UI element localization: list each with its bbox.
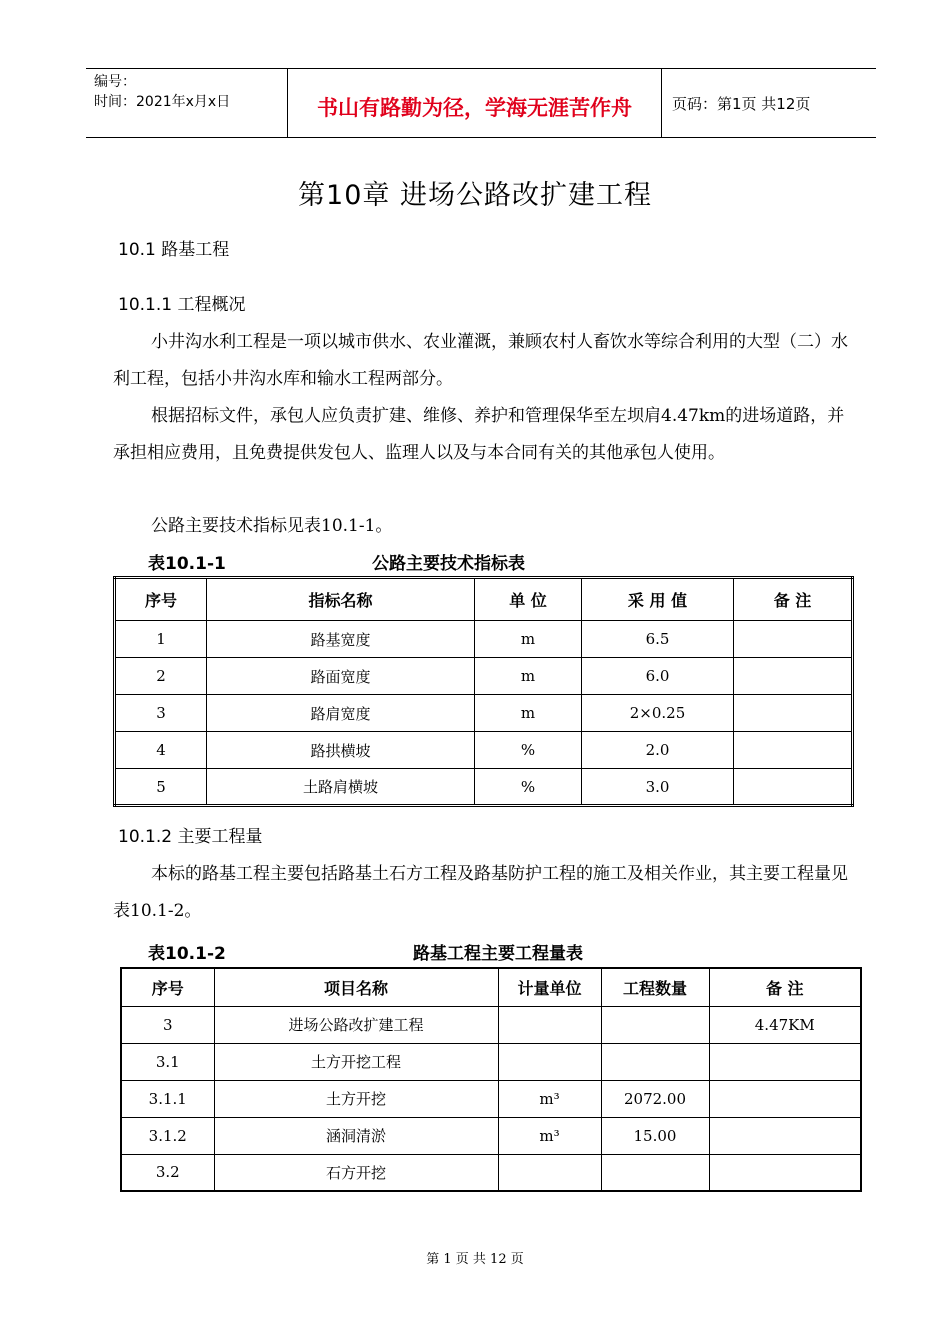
table-row — [121, 1154, 861, 1191]
column-header: 序号 — [115, 578, 207, 621]
table-cell: 3.1.1 — [121, 1080, 214, 1117]
column-header: 计量单位 — [498, 968, 601, 1006]
column-header: 采 用 值 — [582, 578, 734, 621]
table-cell — [734, 621, 853, 658]
table-cell: 进场公路改扩建工程 — [214, 1006, 498, 1043]
table-cell: 2 — [115, 658, 207, 695]
paragraph-overview: 小井沟水利工程是一项以城市供水、农业灌溉，兼顾农村人畜饮水等综合利用的大型（二）水利工程，包括小井沟水库和输水工程两部分。 — [113, 332, 848, 389]
table-row — [115, 732, 853, 769]
table-cell — [498, 1154, 601, 1191]
table-cell: m³ — [498, 1080, 601, 1117]
table-cell: 4 — [115, 732, 207, 769]
table-cell: 土路肩横坡 — [207, 769, 475, 806]
paragraph-quantities: 本标的路基工程主要包括路基土石方工程及路基防护工程的施工及相关作业，其主要工程量见表10.1-2。 — [113, 864, 848, 921]
table-cell: 3 — [121, 1006, 214, 1043]
table-cell: % — [475, 732, 582, 769]
table-row — [121, 1080, 861, 1117]
header-number-label: 编号： — [94, 74, 136, 90]
table-cell — [601, 1154, 709, 1191]
table-cell: 路肩宽度 — [207, 695, 475, 732]
table-cell: 路拱横坡 — [207, 732, 475, 769]
table-cell — [734, 695, 853, 732]
table-row — [115, 621, 853, 658]
table-cell: m — [475, 695, 582, 732]
section-heading-10-1-1: 10.1.1 工程概况 — [118, 295, 246, 315]
table-cell: 土方开挖工程 — [214, 1043, 498, 1080]
table-row — [121, 1006, 861, 1043]
table-cell — [709, 1043, 861, 1080]
table-cell: 路面宽度 — [207, 658, 475, 695]
page-header — [86, 68, 876, 138]
table-cell — [709, 1080, 861, 1117]
table-cell: m — [475, 621, 582, 658]
table1-caption-title: 公路主要技术指标表 — [372, 554, 525, 574]
table-row — [115, 695, 853, 732]
column-header: 单 位 — [475, 578, 582, 621]
table-cell: 6.0 — [582, 658, 734, 695]
table-cell: 2.0 — [582, 732, 734, 769]
column-header: 指标名称 — [207, 578, 475, 621]
table-cell: m — [475, 658, 582, 695]
table-cell: m³ — [498, 1117, 601, 1154]
table-cell — [601, 1043, 709, 1080]
table-cell — [734, 732, 853, 769]
column-header: 序号 — [121, 968, 214, 1006]
section-heading-10-1: 10.1 路基工程 — [118, 240, 230, 260]
table-cell: 路基宽度 — [207, 621, 475, 658]
table-cell — [709, 1154, 861, 1191]
table-cell: 5 — [115, 769, 207, 806]
table-cell: 15.00 — [601, 1117, 709, 1154]
table-cell: 4.47KM — [709, 1006, 861, 1043]
column-header: 备 注 — [709, 968, 861, 1006]
table-cell: 2×0.25 — [582, 695, 734, 732]
technical-indicators-table — [113, 576, 854, 807]
chapter-title: 第10章 进场公路改扩建工程 — [298, 180, 652, 211]
table-cell — [734, 658, 853, 695]
table-row — [121, 1043, 861, 1080]
table-cell: 3.1.2 — [121, 1117, 214, 1154]
column-header: 项目名称 — [214, 968, 498, 1006]
work-quantities-table — [120, 967, 862, 1192]
table-cell: 涵洞清淤 — [214, 1117, 498, 1154]
table-cell — [734, 769, 853, 806]
table-cell — [498, 1043, 601, 1080]
table-header-row — [115, 578, 853, 621]
table-row — [115, 658, 853, 695]
column-header: 备 注 — [734, 578, 853, 621]
table-cell: 6.5 — [582, 621, 734, 658]
table-cell: 石方开挖 — [214, 1154, 498, 1191]
page-footer: 第 1 页 共 12 页 — [426, 1252, 524, 1267]
table-header-row — [121, 968, 861, 1006]
table-row — [121, 1117, 861, 1154]
table1-caption-number: 表10.1-1 — [148, 554, 226, 574]
header-time-label: 时间：2021年x月x日 — [94, 94, 231, 110]
table-cell: 3.1 — [121, 1043, 214, 1080]
table2-caption-number: 表10.1-2 — [148, 944, 226, 964]
paragraph-scope: 根据招标文件，承包人应负责扩建、维修、养护和管理保华至左坝肩4.47km的进场道路，并承担相应费用，且免费提供发包人、监理人以及与本合同有关的其他承包人使用。 — [113, 406, 845, 463]
table-cell: % — [475, 769, 582, 806]
table-cell: 3 — [115, 695, 207, 732]
table2-caption-title: 路基工程主要工程量表 — [413, 944, 583, 964]
column-header: 工程数量 — [601, 968, 709, 1006]
table-cell: 土方开挖 — [214, 1080, 498, 1117]
header-motto: 书山有路勤为径，学海无涯苦作舟 — [288, 69, 662, 137]
table-cell — [601, 1006, 709, 1043]
table-cell — [498, 1006, 601, 1043]
header-meta — [86, 69, 288, 137]
table-cell — [709, 1117, 861, 1154]
table-cell: 1 — [115, 621, 207, 658]
table-cell: 2072.00 — [601, 1080, 709, 1117]
table-cell: 3.0 — [582, 769, 734, 806]
section-heading-10-1-2: 10.1.2 主要工程量 — [118, 827, 263, 847]
table-cell: 3.2 — [121, 1154, 214, 1191]
header-page-info: 页码：第1页 共12页 — [672, 94, 811, 113]
table-row — [115, 769, 853, 806]
paragraph-table-ref-1: 公路主要技术指标见表10.1-1。 — [151, 516, 393, 536]
